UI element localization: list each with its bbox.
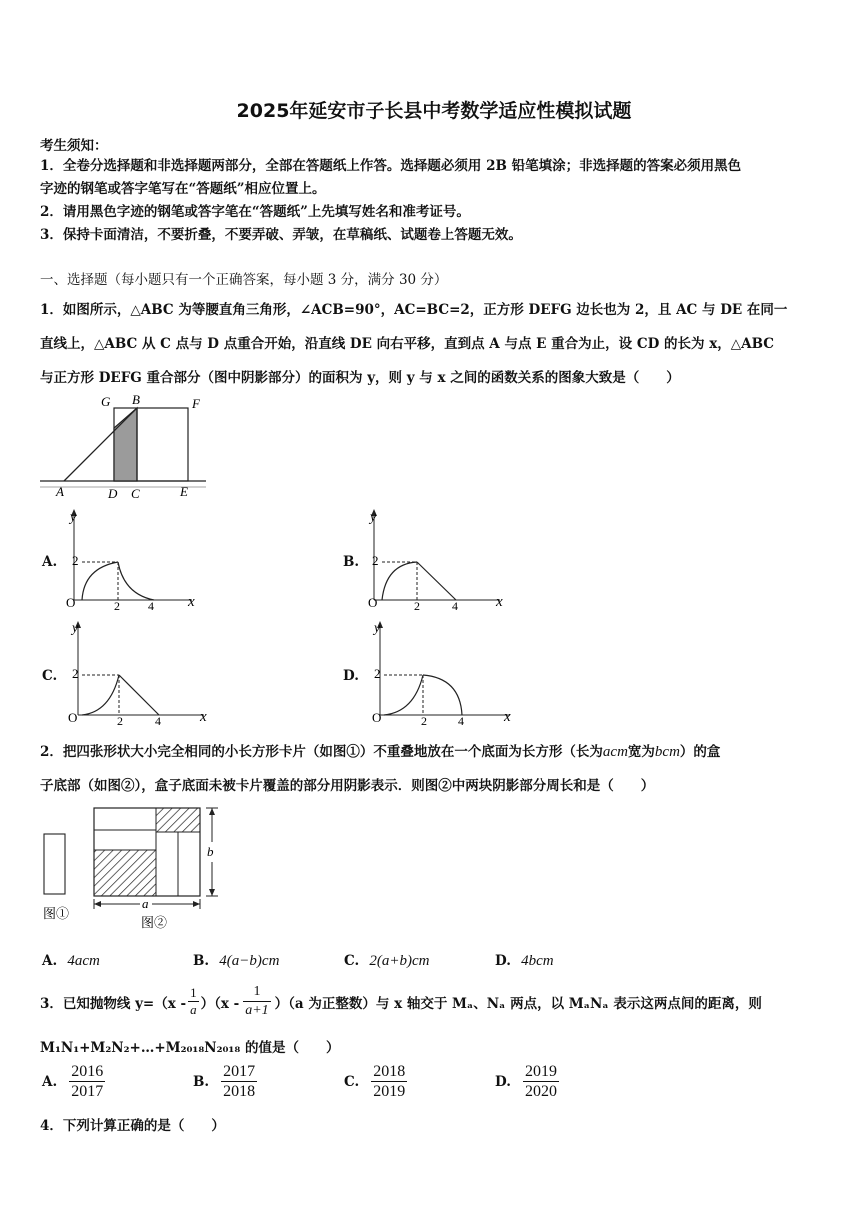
label-d: D bbox=[108, 486, 118, 501]
q3-option-c: C. $\frac{2018}{2019}$ bbox=[344, 1063, 406, 1100]
q1-line-2: 直线上，△ABC 从 C 点与 D 点重合开始，沿直线 DE 向右平移，直到点 A 与点 E 重合为止，设 CD 的长为 x，△ABC bbox=[40, 336, 775, 352]
section-heading: 一、选择题（每小题只有一个正确答案，每小题 3 分，满分 30 分） bbox=[40, 272, 448, 288]
page-title: 2025年延安市子长县中考数学适应性模拟试题 bbox=[236, 100, 632, 122]
q2-option-c: C. 2(a+b)cm bbox=[344, 953, 430, 969]
svg-text:x: x bbox=[188, 594, 195, 610]
svg-text:2: 2 bbox=[414, 599, 420, 612]
svg-text:x: x bbox=[504, 709, 511, 725]
notice-line-1: 1．全卷分选择题和非选择题两部分，全部在答题纸上作答。选择题必须用 2B 铅笔填涂；非选择题的答案必须用黑色 bbox=[40, 158, 742, 174]
q3-frac-1: $\frac{1}{a}$ bbox=[190, 985, 197, 1017]
q3-frac-2: $\frac{1}{a+1}$ bbox=[245, 984, 269, 1018]
svg-text:O: O bbox=[66, 595, 76, 610]
svg-text:2: 2 bbox=[72, 553, 79, 568]
svg-text:2: 2 bbox=[114, 599, 120, 612]
notice-heading: 考生须知： bbox=[40, 138, 108, 154]
q2-option-a: A. 4acm bbox=[42, 953, 100, 969]
svg-text:O: O bbox=[368, 595, 378, 610]
svg-text:y: y bbox=[70, 510, 77, 525]
svg-text:x: x bbox=[496, 594, 503, 610]
q2-option-b: B. 4(a−b)cm bbox=[193, 953, 280, 969]
fig1-label: 图① bbox=[43, 906, 70, 921]
q3-option-b: B. $\frac{2017}{2018}$ bbox=[193, 1063, 256, 1100]
q1-option-d: D. bbox=[343, 668, 359, 684]
svg-text:O: O bbox=[68, 710, 78, 725]
q3-option-a: A. $\frac{2016}{2017}$ bbox=[42, 1063, 104, 1100]
q2-line-2: 子底部（如图②），盒子底面未被卡片覆盖的部分用阴影表示．则图②中两块阴影部分周长和是（ ） bbox=[40, 778, 655, 794]
q2-line-1: 2．把四张形状大小完全相同的小长方形卡片（如图①）不重叠地放在一个底面为长方形（长为acm宽为bcm）的盒 bbox=[40, 744, 721, 760]
svg-text:4: 4 bbox=[458, 714, 464, 726]
label-e: E bbox=[180, 484, 188, 499]
svg-text:y: y bbox=[370, 510, 377, 525]
svg-text:4: 4 bbox=[452, 599, 458, 612]
notice-line-3: 2．请用黑色字迹的钢笔或答字笔在“答题纸”上先填写姓名和准考证号。 bbox=[40, 204, 470, 220]
label-f: F bbox=[192, 396, 200, 411]
q1-line-3: 与正方形 DEFG 重合部分（图中阴影部分）的面积为 y，则 y 与 x 之间的函数关系的图象大致是（ ） bbox=[40, 370, 680, 386]
svg-text:2: 2 bbox=[72, 666, 79, 681]
svg-text:x: x bbox=[200, 709, 207, 725]
label-b: B bbox=[132, 392, 140, 407]
q1-graph-c bbox=[62, 618, 214, 726]
q1-graph-a bbox=[62, 506, 202, 612]
notice-line-4: 3．保持卡面清洁，不要折叠，不要弄破、弄皱，在草稿纸、试题卷上答题无效。 bbox=[40, 227, 522, 243]
fig2-label: 图② bbox=[141, 915, 168, 930]
q1-graph-d bbox=[362, 618, 518, 726]
svg-text:2: 2 bbox=[421, 714, 427, 726]
q1-option-a: A. bbox=[42, 554, 58, 570]
svg-text:2: 2 bbox=[374, 666, 381, 681]
q1-graph-b bbox=[360, 506, 510, 612]
svg-text:y: y bbox=[374, 621, 381, 636]
q3-option-d: D. $\frac{2019}{2020}$ bbox=[495, 1063, 557, 1100]
q3-line-1: 3．已知抛物线 y=（x - $\frac{1}{a}$ ）（x - $\frac{1}{a+1}$ ）（a 为正整数）与 x 轴交于 Mₐ、Nₐ 两点，以 MₐNₐ 表示这两点间的距离，则 bbox=[40, 984, 762, 1018]
dim-b: b bbox=[207, 844, 214, 859]
label-c: C bbox=[131, 486, 140, 501]
q1-option-c: C. bbox=[42, 668, 58, 684]
q2-figure bbox=[40, 804, 230, 934]
dim-a: a bbox=[142, 896, 149, 911]
label-g: G bbox=[101, 394, 111, 409]
label-a: A bbox=[56, 484, 64, 499]
svg-text:4: 4 bbox=[148, 599, 154, 612]
q2-option-d: D. 4bcm bbox=[495, 953, 554, 969]
q1-line-1: 1．如图所示，△ABC 为等腰直角三角形，∠ACB=90°，AC=BC=2，正方形 DEFG 边长也为 2，且 AC 与 DE 在同一 bbox=[40, 302, 788, 318]
q3-line-2: M₁N₁+M₂N₂+…+M₂₀₁₈N₂₀₁₈ 的值是（ ） bbox=[40, 1040, 340, 1056]
svg-text:O: O bbox=[372, 710, 382, 725]
notice-line-2: 字迹的钢笔或答字笔写在“答题纸”相应位置上。 bbox=[40, 181, 326, 197]
svg-text:4: 4 bbox=[155, 714, 161, 726]
q1-figure bbox=[40, 392, 208, 502]
q4-line: 4．下列计算正确的是（ ） bbox=[40, 1118, 225, 1134]
svg-text:y: y bbox=[72, 621, 79, 636]
svg-text:2: 2 bbox=[117, 714, 123, 726]
q1-option-b: B. bbox=[343, 554, 360, 570]
svg-text:2: 2 bbox=[372, 553, 379, 568]
